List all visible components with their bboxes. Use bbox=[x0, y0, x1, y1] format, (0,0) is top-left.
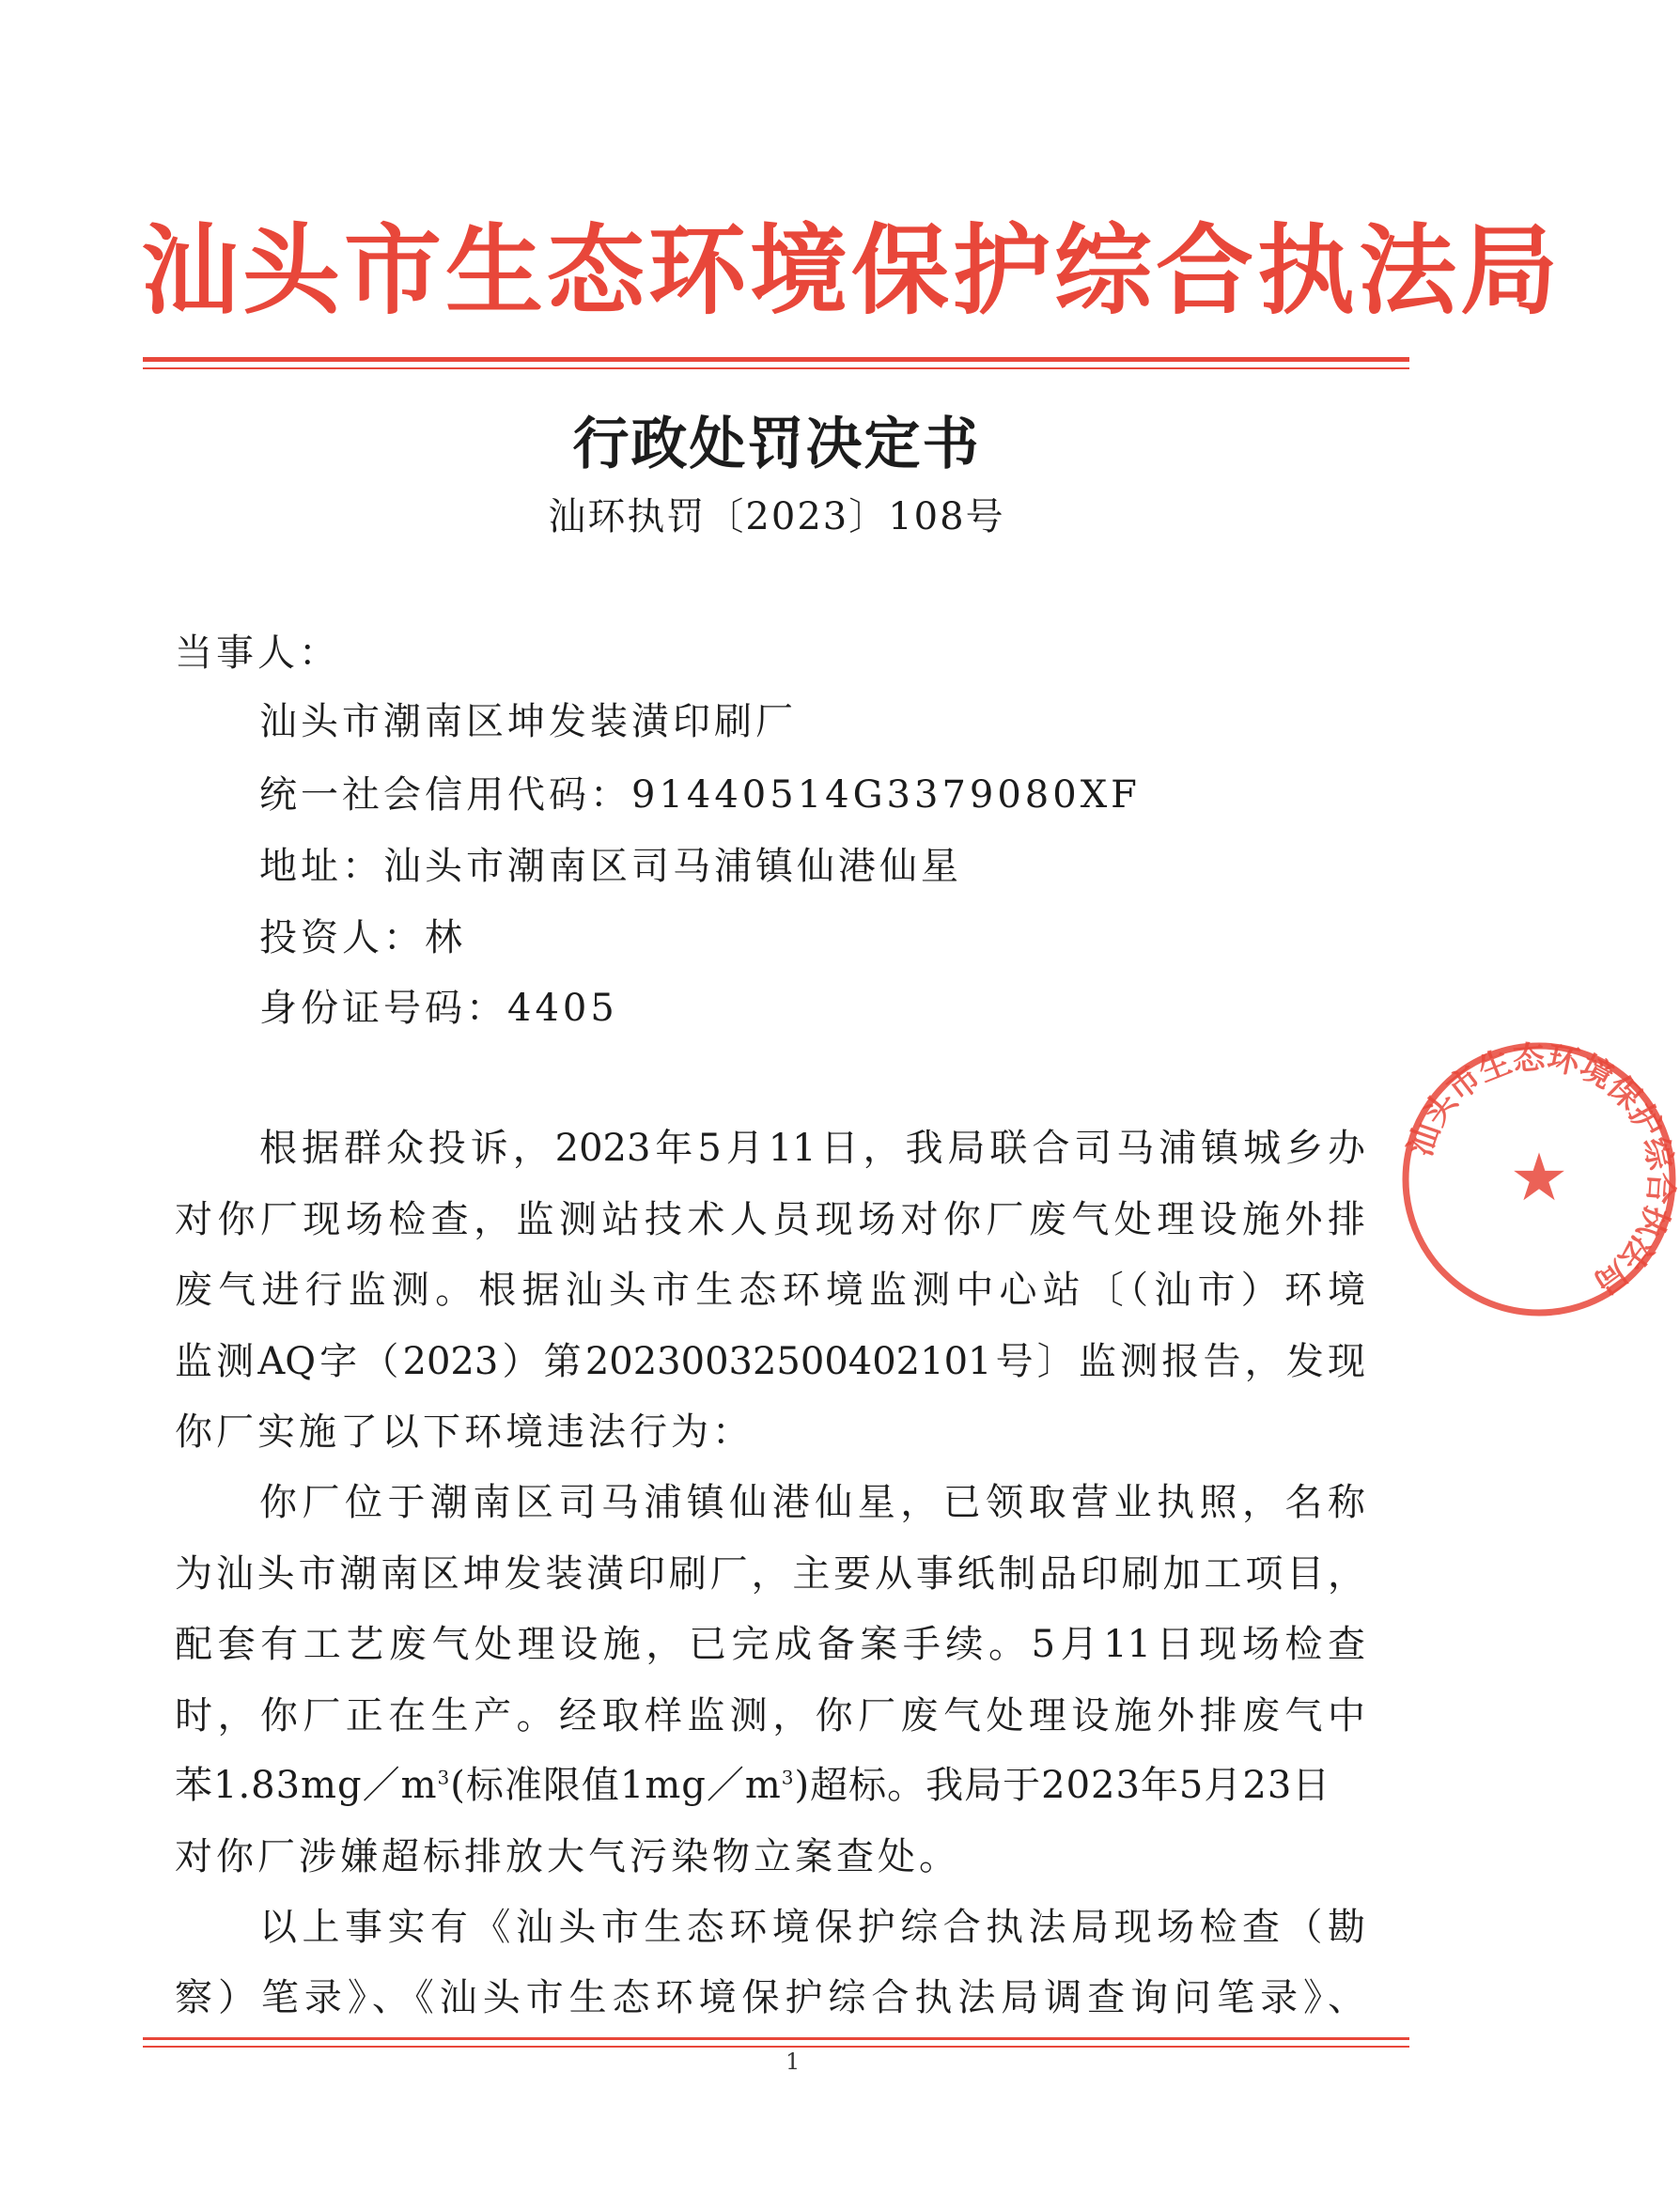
footer-rule-thin bbox=[143, 2046, 1409, 2048]
page-number: 1 bbox=[786, 2049, 801, 2075]
seal-star-icon: ★ bbox=[1509, 1139, 1569, 1216]
paragraph-2-line-1: 你厂位于潮南区司马浦镇仙港仙星，已领取营业执照，名称 bbox=[259, 1481, 1365, 1524]
paragraph-2-line-2: 为汕头市潮南区坤发装潢印刷厂，主要从事纸制品印刷加工项目， bbox=[175, 1552, 1365, 1596]
official-seal bbox=[1398, 1038, 1680, 1320]
document-title: 行政处罚决定书 bbox=[572, 412, 981, 477]
paragraph-2-line-4: 时，你厂正在生产。经取样监测，你厂废气处理设施外排废气中 bbox=[175, 1694, 1365, 1737]
standard-limit: (标准限值1mg／m bbox=[450, 1764, 782, 1807]
party-name: 汕头市潮南区坤发装潢印刷厂 bbox=[259, 700, 797, 743]
paragraph-3-line-1: 以上事实有《汕头市生态环境保护综合执法局现场检查（勘 bbox=[259, 1906, 1365, 1949]
footer-rule-thick bbox=[143, 2037, 1409, 2040]
document-number: 汕环执罚〔2023〕108号 bbox=[548, 495, 1005, 538]
paragraph-1-line-3: 废气进行监测。根据汕头市生态环境监测中心站〔（汕市）环境 bbox=[175, 1269, 1365, 1312]
party-label: 当事人： bbox=[175, 631, 340, 675]
paragraph-1-line-1: 根据群众投诉，2023年5月11日，我局联合司马浦镇城乡办 bbox=[259, 1127, 1365, 1170]
exponent-3: 3 bbox=[781, 1766, 795, 1789]
party-address: 地址：汕头市潮南区司马浦镇仙港仙星 bbox=[259, 845, 962, 888]
exponent-3: 3 bbox=[437, 1766, 451, 1789]
party-investor: 投资人：林 bbox=[259, 916, 466, 959]
paragraph-1-line-4: 监测AQ字（2023）第20230032500402101号〕监测报告，发现 bbox=[175, 1340, 1365, 1383]
benzene-value: 苯1.83mg／m bbox=[175, 1764, 438, 1807]
paragraph-1-line-2: 对你厂现场检查，监测站技术人员现场对你厂废气处理设施外排 bbox=[175, 1198, 1365, 1241]
paragraph-2-line-6: 对你厂涉嫌超标排放大气污染物立案查处。 bbox=[175, 1835, 960, 1878]
paragraph-2-line-3: 配套有工艺废气处理设施，已完成备案手续。5月11日现场检查 bbox=[175, 1623, 1365, 1666]
paragraph-1-line-5: 你厂实施了以下环境违法行为： bbox=[175, 1410, 754, 1454]
red-rule-thick bbox=[143, 357, 1409, 362]
party-credit-code: 统一社会信用代码：91440514G3379080XF bbox=[259, 773, 1141, 817]
case-filing-text: )超标。我局于2023年5月23日 bbox=[794, 1764, 1331, 1807]
red-rule-thin bbox=[143, 367, 1409, 369]
seal-ring bbox=[1406, 1046, 1672, 1313]
agency-masthead: 汕头市生态环境保护综合执法局 bbox=[141, 212, 1563, 328]
paragraph-2-line-5 bbox=[175, 1757, 1365, 1814]
paragraph-3-line-2: 察）笔录》、《汕头市生态环境保护综合执法局调查询问笔录》、 bbox=[175, 1976, 1365, 2019]
party-id-number: 身份证号码：4405 bbox=[259, 987, 618, 1030]
seal-text: 汕头市生态环境保护综合执法局 bbox=[1401, 1038, 1680, 1302]
